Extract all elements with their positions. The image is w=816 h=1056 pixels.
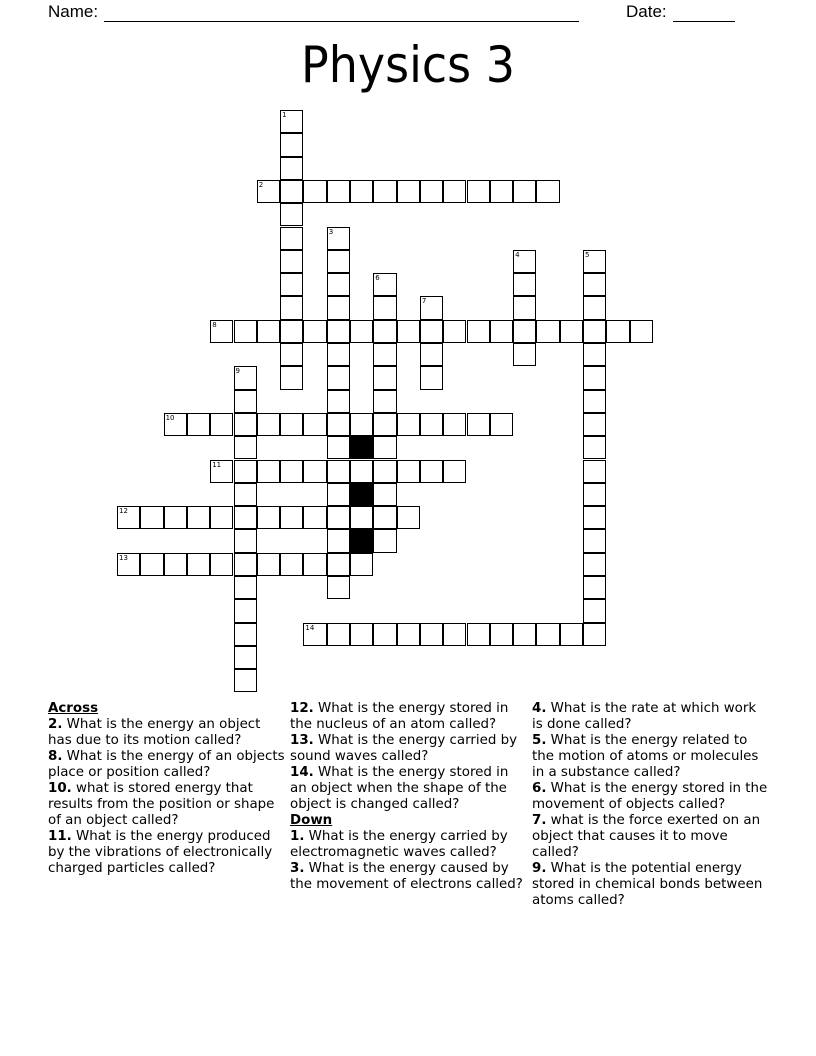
grid-cell[interactable] — [280, 203, 303, 226]
grid-cell[interactable] — [327, 553, 350, 576]
grid-cell[interactable] — [303, 180, 326, 203]
grid-cell[interactable] — [397, 623, 420, 646]
grid-cell[interactable] — [257, 320, 280, 343]
grid-cell[interactable] — [420, 296, 443, 319]
grid-cell[interactable] — [210, 460, 233, 483]
grid-cell[interactable] — [373, 320, 396, 343]
grid-cell[interactable] — [280, 506, 303, 529]
grid-cell[interactable] — [327, 460, 350, 483]
clue-number: 12 — [119, 507, 128, 516]
black-square — [350, 483, 373, 506]
grid-cell[interactable] — [327, 343, 350, 366]
grid-cell[interactable] — [420, 343, 443, 366]
grid-cell[interactable] — [397, 320, 420, 343]
grid-cell[interactable] — [327, 483, 350, 506]
grid-cell[interactable] — [373, 529, 396, 552]
grid-cell[interactable] — [420, 623, 443, 646]
clue-across-12: 12. What is the energy stored in the nucleus of an atom called? — [290, 701, 509, 732]
grid-cell[interactable] — [373, 436, 396, 459]
grid-cell[interactable] — [583, 436, 606, 459]
grid-cell[interactable] — [280, 460, 303, 483]
grid-cell[interactable] — [583, 390, 606, 413]
grid-cell[interactable] — [327, 436, 350, 459]
grid-cell[interactable] — [117, 553, 140, 576]
grid-cell[interactable] — [583, 460, 606, 483]
clue-number: 2 — [258, 180, 264, 189]
grid-cell[interactable] — [420, 320, 443, 343]
grid-cell[interactable] — [350, 506, 373, 529]
grid-cell[interactable] — [234, 529, 257, 552]
grid-cell[interactable] — [513, 343, 536, 366]
clue-number: 11 — [212, 460, 222, 469]
grid-cell[interactable] — [350, 320, 373, 343]
grid-cell[interactable] — [443, 413, 466, 436]
grid-cell[interactable] — [560, 623, 583, 646]
grid-cell[interactable] — [303, 413, 326, 436]
grid-cell[interactable] — [280, 553, 303, 576]
clue-number: 10 — [165, 413, 175, 422]
grid-cell[interactable] — [583, 506, 606, 529]
clue-number: 7 — [421, 297, 427, 306]
grid-cell[interactable] — [536, 180, 559, 203]
grid-cell[interactable] — [420, 460, 443, 483]
grid-cell[interactable] — [117, 506, 140, 529]
grid-cell[interactable] — [280, 227, 303, 250]
grid-cell[interactable] — [327, 506, 350, 529]
grid-cell[interactable] — [420, 413, 443, 436]
black-square — [350, 436, 373, 459]
grid-cell[interactable] — [583, 320, 606, 343]
clue-down-3: 3. What is the energy caused by the movement of electrons called? — [290, 861, 523, 892]
grid-cell[interactable] — [257, 506, 280, 529]
clue-across-14: 14. What is the energy stored in an object when the shape of the object is changed called? — [290, 765, 509, 812]
clue-across-13: 13. What is the energy carried by sound waves called? — [290, 733, 518, 764]
grid-cell[interactable] — [210, 413, 233, 436]
grid-cell[interactable] — [327, 273, 350, 296]
grid-cell[interactable] — [187, 413, 210, 436]
grid-cell[interactable] — [303, 320, 326, 343]
grid-cell[interactable] — [350, 553, 373, 576]
grid-cell[interactable] — [327, 180, 350, 203]
grid-cell[interactable] — [443, 320, 466, 343]
grid-cell[interactable] — [234, 669, 257, 692]
grid-cell[interactable] — [234, 320, 257, 343]
grid-cell[interactable] — [513, 296, 536, 319]
grid-cell[interactable] — [280, 296, 303, 319]
grid-cell[interactable] — [373, 273, 396, 296]
grid-cell[interactable] — [373, 413, 396, 436]
grid-cell[interactable] — [303, 623, 326, 646]
grid-cell[interactable] — [373, 180, 396, 203]
grid-cell[interactable] — [164, 413, 187, 436]
grid-cell[interactable] — [234, 366, 257, 389]
clue-down-5: 5. What is the energy related to the motion of atoms or molecules in a substance called? — [532, 733, 759, 780]
grid-cell[interactable] — [560, 320, 583, 343]
grid-cell[interactable] — [327, 227, 350, 250]
grid-cell[interactable] — [583, 343, 606, 366]
grid-cell[interactable] — [373, 296, 396, 319]
grid-cell[interactable] — [280, 273, 303, 296]
across-heading: Across — [48, 701, 99, 716]
grid-cell[interactable] — [327, 529, 350, 552]
grid-cell[interactable] — [210, 506, 233, 529]
clue-column-3 — [532, 701, 770, 909]
grid-cell[interactable] — [280, 133, 303, 156]
grid-cell[interactable] — [280, 343, 303, 366]
grid-cell[interactable] — [140, 506, 163, 529]
grid-cell[interactable] — [327, 296, 350, 319]
grid-cell[interactable] — [490, 320, 513, 343]
clue-across-8: 8. What is the energy of an objects place or position called? — [48, 749, 285, 780]
grid-cell[interactable] — [373, 390, 396, 413]
grid-cell[interactable] — [350, 413, 373, 436]
grid-cell[interactable] — [234, 390, 257, 413]
clue-number: 14 — [305, 623, 315, 632]
grid-cell[interactable] — [327, 250, 350, 273]
grid-cell[interactable] — [303, 460, 326, 483]
grid-cell[interactable] — [373, 366, 396, 389]
grid-cell[interactable] — [583, 366, 606, 389]
clue-number: 1 — [282, 111, 287, 119]
clue-down-4: 4. What is the rate at which work is done called? — [532, 701, 757, 732]
grid-cell[interactable] — [234, 506, 257, 529]
grid-cell[interactable] — [373, 460, 396, 483]
grid-cell[interactable] — [280, 250, 303, 273]
grid-cell[interactable] — [234, 599, 257, 622]
grid-cell[interactable] — [280, 110, 303, 133]
grid-cell[interactable] — [443, 623, 466, 646]
grid-cell[interactable] — [140, 553, 163, 576]
grid-cell[interactable] — [210, 320, 233, 343]
clue-across-2: 2. What is the energy an object has due to its motion called? — [48, 717, 261, 748]
clue-down-7: 7. what is the force exerted on an object that causes it to move called? — [532, 813, 761, 860]
grid-cell[interactable] — [536, 623, 559, 646]
grid-cell[interactable] — [280, 320, 303, 343]
grid-cell[interactable] — [583, 273, 606, 296]
clue-number: 6 — [375, 274, 380, 283]
grid-cell[interactable] — [536, 320, 559, 343]
grid-cell[interactable] — [583, 296, 606, 319]
grid-cell[interactable] — [234, 623, 257, 646]
grid-cell[interactable] — [583, 529, 606, 552]
clue-number: 5 — [585, 250, 590, 259]
grid-cell[interactable] — [373, 506, 396, 529]
clue-down-1: 1. What is the energy carried by electromagnetic waves called? — [290, 829, 508, 860]
grid-cell[interactable] — [443, 460, 466, 483]
grid-cell[interactable] — [164, 553, 187, 576]
grid-cell[interactable] — [187, 506, 210, 529]
grid-cell[interactable] — [513, 273, 536, 296]
grid-cell[interactable] — [513, 623, 536, 646]
down-heading: Down — [290, 813, 333, 828]
grid-cell[interactable] — [280, 366, 303, 389]
grid-cell[interactable] — [327, 413, 350, 436]
clue-across-11: 11. What is the energy produced by the vibrations of electronically charged particles called? — [48, 829, 273, 876]
grid-cell[interactable] — [303, 506, 326, 529]
grid-cell[interactable] — [490, 623, 513, 646]
clue-column-2 — [290, 701, 528, 893]
grid-cell[interactable] — [583, 413, 606, 436]
grid-cell[interactable] — [373, 483, 396, 506]
date-label: Date: — [626, 2, 667, 21]
grid-cell[interactable] — [583, 576, 606, 599]
clue-number: 9 — [235, 367, 240, 376]
grid-cell[interactable] — [583, 250, 606, 273]
grid-cell[interactable] — [397, 180, 420, 203]
grid-cell[interactable] — [513, 250, 536, 273]
grid-cell[interactable] — [467, 320, 490, 343]
grid-cell[interactable] — [583, 623, 606, 646]
clue-down-9: 9. What is the potential energy stored in chemical bonds between atoms called? — [532, 861, 763, 908]
grid-cell[interactable] — [280, 413, 303, 436]
grid-cell[interactable] — [234, 576, 257, 599]
grid-cell[interactable] — [327, 623, 350, 646]
grid-cell[interactable] — [583, 599, 606, 622]
grid-cell[interactable] — [397, 460, 420, 483]
grid-cell[interactable] — [467, 623, 490, 646]
grid-cell[interactable] — [280, 180, 303, 203]
grid-cell[interactable] — [490, 180, 513, 203]
page-title: Physics 3 — [300, 36, 516, 94]
grid-cell[interactable] — [350, 460, 373, 483]
grid-cell[interactable] — [164, 506, 187, 529]
grid-cell[interactable] — [420, 366, 443, 389]
grid-cell[interactable] — [257, 460, 280, 483]
grid-cell[interactable] — [420, 180, 443, 203]
grid-cell[interactable] — [327, 390, 350, 413]
grid-cell[interactable] — [350, 180, 373, 203]
grid-cell[interactable] — [257, 413, 280, 436]
clue-number: 3 — [328, 227, 334, 236]
grid-cell[interactable] — [350, 623, 373, 646]
grid-cell[interactable] — [303, 553, 326, 576]
grid-cell[interactable] — [513, 180, 536, 203]
clue-down-6: 6. What is the energy stored in the movement of objects called? — [532, 781, 768, 812]
grid-cell[interactable] — [257, 553, 280, 576]
grid-cell[interactable] — [397, 506, 420, 529]
grid-cell[interactable] — [234, 646, 257, 669]
grid-cell[interactable] — [630, 320, 653, 343]
clue-across-10: 10. what is stored energy that results from the position or shape of an object called? — [48, 781, 275, 828]
grid-cell[interactable] — [443, 180, 466, 203]
grid-cell[interactable] — [327, 366, 350, 389]
grid-cell[interactable] — [210, 553, 233, 576]
grid-cell[interactable] — [234, 460, 257, 483]
grid-cell[interactable] — [234, 436, 257, 459]
clue-column-1 — [48, 701, 286, 877]
grid-cell[interactable] — [234, 483, 257, 506]
black-square — [350, 529, 373, 552]
grid-cell[interactable] — [187, 553, 210, 576]
grid-cell[interactable] — [327, 576, 350, 599]
name-label: Name: — [48, 2, 99, 21]
grid-cell[interactable] — [234, 553, 257, 576]
grid-cell[interactable] — [373, 343, 396, 366]
grid-cell[interactable] — [467, 413, 490, 436]
grid-cell[interactable] — [490, 413, 513, 436]
grid-cell[interactable] — [373, 623, 396, 646]
grid-cell[interactable] — [467, 180, 490, 203]
clue-number: 13 — [119, 553, 128, 562]
grid-cell[interactable] — [583, 483, 606, 506]
clue-number: 8 — [212, 320, 217, 329]
grid-cell[interactable] — [513, 320, 536, 343]
grid-cell[interactable] — [583, 553, 606, 576]
grid-cell[interactable] — [257, 180, 280, 203]
grid-cell[interactable] — [606, 320, 629, 343]
grid-cell[interactable] — [234, 413, 257, 436]
grid-cell[interactable] — [397, 413, 420, 436]
grid-cell[interactable] — [327, 320, 350, 343]
grid-cell[interactable] — [280, 157, 303, 180]
clue-number: 4 — [515, 250, 520, 259]
